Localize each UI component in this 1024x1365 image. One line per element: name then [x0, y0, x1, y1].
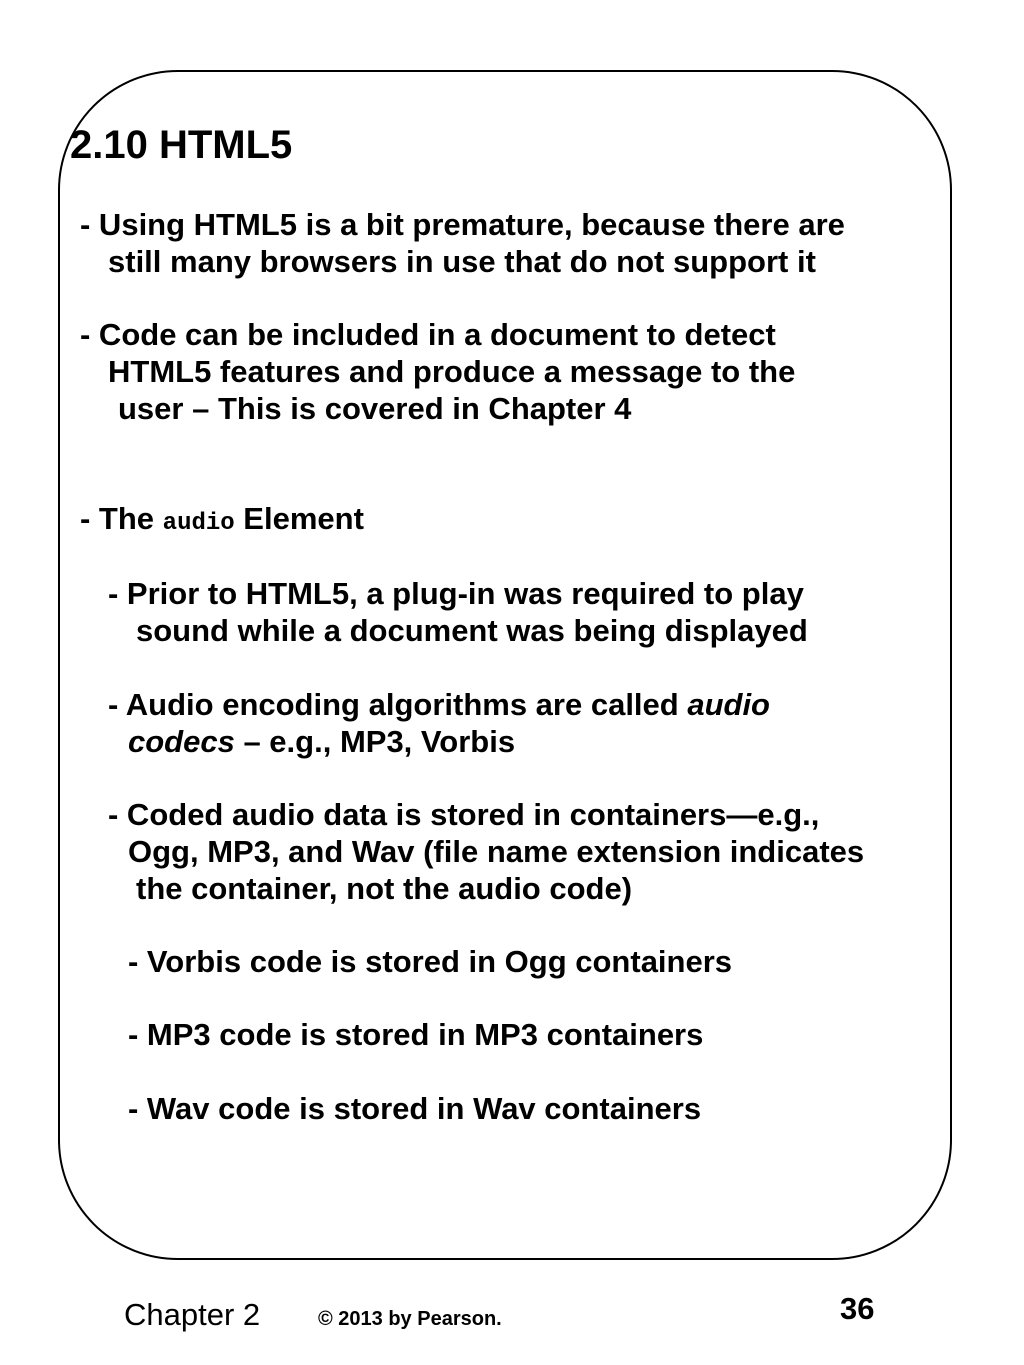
- audio-codecs-prefix: - Audio encoding algorithms are called: [108, 687, 688, 722]
- codecs-term: codecs: [128, 724, 235, 759]
- heading-audio-element: [80, 500, 364, 542]
- bullet-detect-features-cont1: HTML5 features and produce a message to the: [108, 354, 796, 389]
- bullet-mp3-mp3: - MP3 code is stored in MP3 containers: [128, 1017, 704, 1052]
- bullet-wav-wav: - Wav code is stored in Wav containers: [128, 1091, 702, 1126]
- bullet-html5-premature: - Using HTML5 is a bit premature, because there are: [80, 207, 845, 242]
- page-number: 36: [840, 1291, 875, 1326]
- bullet-detect-features-cont2: user – This is covered in Chapter 4: [118, 391, 632, 426]
- bullet-html5-premature-cont: still many browsers in use that do not support it: [108, 244, 816, 279]
- codecs-examples: – e.g., MP3, Vorbis: [234, 724, 516, 759]
- bullet-containers: - Coded audio data is stored in containers—e.g.,: [108, 797, 820, 832]
- bullet-plugin-required-cont: sound while a document was being displayed: [136, 613, 808, 648]
- bullet-plugin-required: - Prior to HTML5, a plug-in was required to play: [108, 576, 804, 611]
- footer-chapter: Chapter 2: [124, 1297, 261, 1332]
- heading-audio-suffix: Element: [234, 501, 364, 536]
- bullet-audio-codecs: [108, 686, 770, 723]
- bullet-detect-features: - Code can be included in a document to detect: [80, 317, 776, 352]
- bullet-containers-cont1: Ogg, MP3, and Wav (file name extension indicates: [128, 834, 865, 869]
- bullet-audio-codecs-cont: [128, 723, 515, 760]
- audio-term: audio: [687, 687, 770, 722]
- heading-audio-prefix: - The: [80, 501, 163, 536]
- slide-title: 2.10 HTML5: [70, 123, 293, 167]
- bullet-containers-cont2: the container, not the audio code): [136, 871, 633, 906]
- bullet-vorbis-ogg: - Vorbis code is stored in Ogg containers: [128, 944, 733, 979]
- audio-code-term: audio: [162, 510, 235, 537]
- footer-copyright: © 2013 by Pearson.: [318, 1308, 502, 1330]
